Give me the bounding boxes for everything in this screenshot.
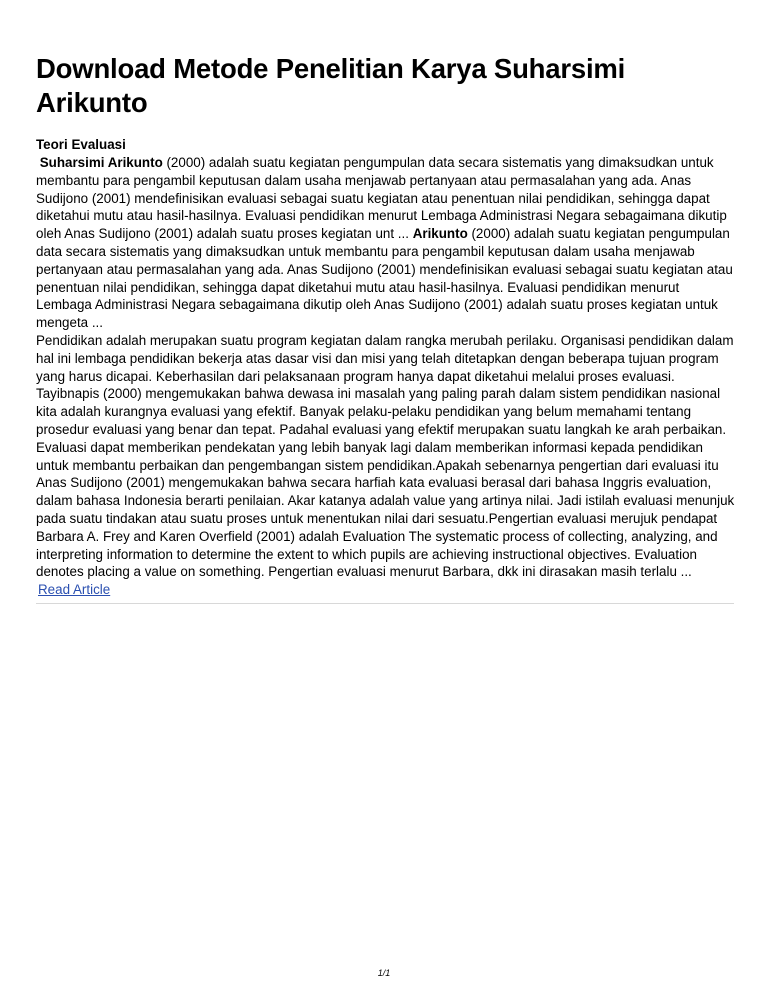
- read-article-link[interactable]: Read Article: [38, 582, 111, 598]
- paragraph-1: [36, 154, 736, 332]
- page-title: Download Metode Penelitian Karya Suharsimi Arikunto: [36, 53, 626, 118]
- section-heading: Teori Evaluasi: [36, 137, 126, 152]
- paragraph-1-text-b: (2000) adalah suatu kegiatan pengumpulan data secara sistematis yang dimaksudkan untuk membantu para pengambil keputusan dalam usaha menjawab pertanyaan atau permasalahan yang ada. Anas Sudijono (2001) mendefinisikan evaluasi sebagai suatu kegiatan atau penentuan nilai pendidikan, sehingga dapat diketahui mutu atau hasil-hasilnya. Evaluasi pendidikan menurut Lembaga Administrasi Negara sebagaimana dikutip oleh Anas Sudijono (2001) adalah suatu proses kegiatan untuk mengeta ...: [36, 226, 733, 331]
- document-page: [36, 52, 736, 604]
- author-surname-bold: Arikunto: [412, 226, 468, 242]
- page-number: 1/1: [377, 968, 391, 978]
- divider: [36, 603, 734, 604]
- paragraph-2: Pendidikan adalah merupakan suatu program kegiatan dalam rangka merubah perilaku. Organisasi pendidikan dalam hal ini lembaga pendidikan bekerja atas dasar visi dan misi yang telah ditetapkan dengan beberapa tujuan program yang harus dicapai. Keberhasilan dari pelaksanaan program hanya dapat diketahui melalui proses evaluasi. Tayibnapis (2000) mengemukakan bahwa dewasa ini masalah yang paling parah dalam sistem pendidikan nasional kita adalah kurangnya evaluasi yang efektif. Banyak pelaku-pelaku pendidikan yang belum memahami tentang prosedur evaluasi yang benar dan tepat. Padahal evaluasi yang efektif merupakan suatu langkah ke arah perbaikan. Evaluasi dapat memberikan pendekatan yang lebih banyak lagi dalam memberikan informasi kepada pendidikan untuk membantu perbaikan dan pengembangan sistem pendidikan.Apakah sebenarnya pengertian dari evaluasi itu Anas Sudijono (2001) mengemukakan bahwa secara harfiah kata evaluasi berasal dari bahasa Inggris evaluation, dalam bahasa Indonesia berarti penilaian. Akar katanya adalah value yang artinya nilai. Jadi istilah evaluasi menunjuk pada suatu tindakan atau suatu proses untuk menentukan nilai dari sesuatu.Pengertian evaluasi merujuk pendapat Barbara A. Frey and Karen Overfield (2001) adalah Evaluation The systematic process of collecting, analyzing, and interpreting information to determine the extent to which pupils are achieving instructional objectives. Evaluation denotes placing a value on something. Pengertian evaluasi menurut Barbara, dkk ini dirasakan masih terlalu ...: [36, 332, 735, 580]
- paragraph-1-text-a: (2000) adalah suatu kegiatan pengumpulan data secara sistematis yang dimaksudkan untuk membantu para pengambil keputusan dalam usaha menjawab pertanyaan atau permasalahan yang ada. Anas Sudijono (2001) mendefinisikan evaluasi sebagai suatu kegiatan atau penentuan nilai pendidikan, sehingga dapat diketahui mutu atau hasil-hasilnya. Evaluasi pendidikan menurut Lembaga Administrasi Negara sebagaimana dikutip oleh Anas Sudijono (2001) adalah suatu proses kegiatan unt ...: [36, 155, 727, 242]
- author-name-bold: Suharsimi Arikunto: [39, 155, 163, 170]
